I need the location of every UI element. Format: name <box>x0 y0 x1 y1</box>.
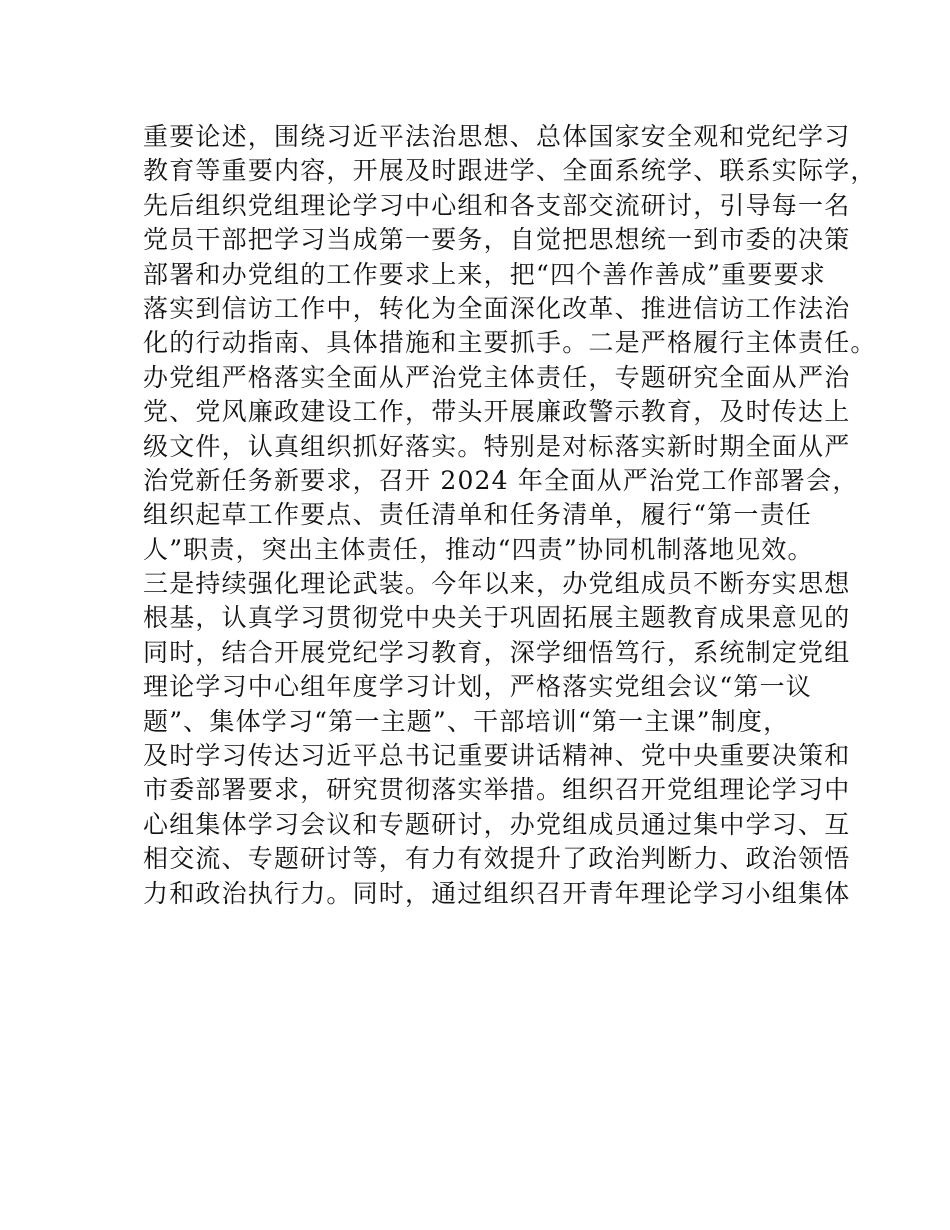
text-line: 相交流、专题研讨等，有力有效提升了政治判断力、政治领悟 <box>143 844 851 874</box>
text-line: 及时学习传达习近平总书记重要讲话精神、党中央重要决策和 <box>143 741 851 771</box>
text-line: 心组集体学习会议和专题研讨，办党组成员通过集中学习、互 <box>143 809 851 839</box>
text-line: 题”、集体学习“第一主题”、干部培训“第一主课”制度， <box>143 706 790 736</box>
text-line: 党员干部把学习当成第一要务，自觉把思想统一到市委的决策 <box>143 225 851 255</box>
text-line: 级文件，认真组织抓好落实。特别是对标落实新时期全面从严 <box>143 431 851 461</box>
body-text <box>143 120 877 911</box>
text-line: 治党新任务新要求，召开 2024 年全面从严治党工作部署会， <box>143 465 859 495</box>
text-line: 先后组织党组理论学习中心组和各支部交流研讨，引导每一名 <box>143 190 851 220</box>
text-line: 化的行动指南、具体措施和主要抓手。二是严格履行主体责任。 <box>143 328 877 358</box>
text-line: 力和政治执行力。同时，通过组织召开青年理论学习小组集体 <box>143 878 851 908</box>
text-line: 根基，认真学习贯彻党中央关于巩固拓展主题教育成果意见的 <box>143 603 851 633</box>
text-line: 市委部署要求，研究贯彻落实举措。组织召开党组理论学习中 <box>143 775 851 805</box>
text-line: 落实到信访工作中，转化为全面深化改革、推进信访工作法治 <box>143 293 851 323</box>
text-line: 三是持续强化理论武装。今年以来，办党组成员不断夯实思想 <box>143 569 851 599</box>
text-line: 人”职责，突出主体责任，推动“四责”协同机制落地见效。 <box>143 534 814 564</box>
text-line: 党、党风廉政建设工作，带头开展廉政警示教育，及时传达上 <box>143 397 851 427</box>
text-line: 同时，结合开展党纪学习教育，深学细悟笃行，系统制定党组 <box>143 637 851 667</box>
text-line: 教育等重要内容，开展及时跟进学、全面系统学、联系实际学， <box>143 156 877 186</box>
text-line: 组织起草工作要点、责任清单和任务清单，履行“第一责任 <box>143 500 812 530</box>
text-line: 部署和办党组的工作要求上来，把“四个善作善成”重要要求 <box>143 259 826 289</box>
text-line: 理论学习中心组年度学习计划，严格落实党组会议“第一议 <box>143 672 812 702</box>
text-line: 重要论述，围绕习近平法治思想、总体国家安全观和党纪学习 <box>143 122 851 151</box>
text-line: 办党组严格落实全面从严治党主体责任，专题研究全面从严治 <box>143 362 851 392</box>
